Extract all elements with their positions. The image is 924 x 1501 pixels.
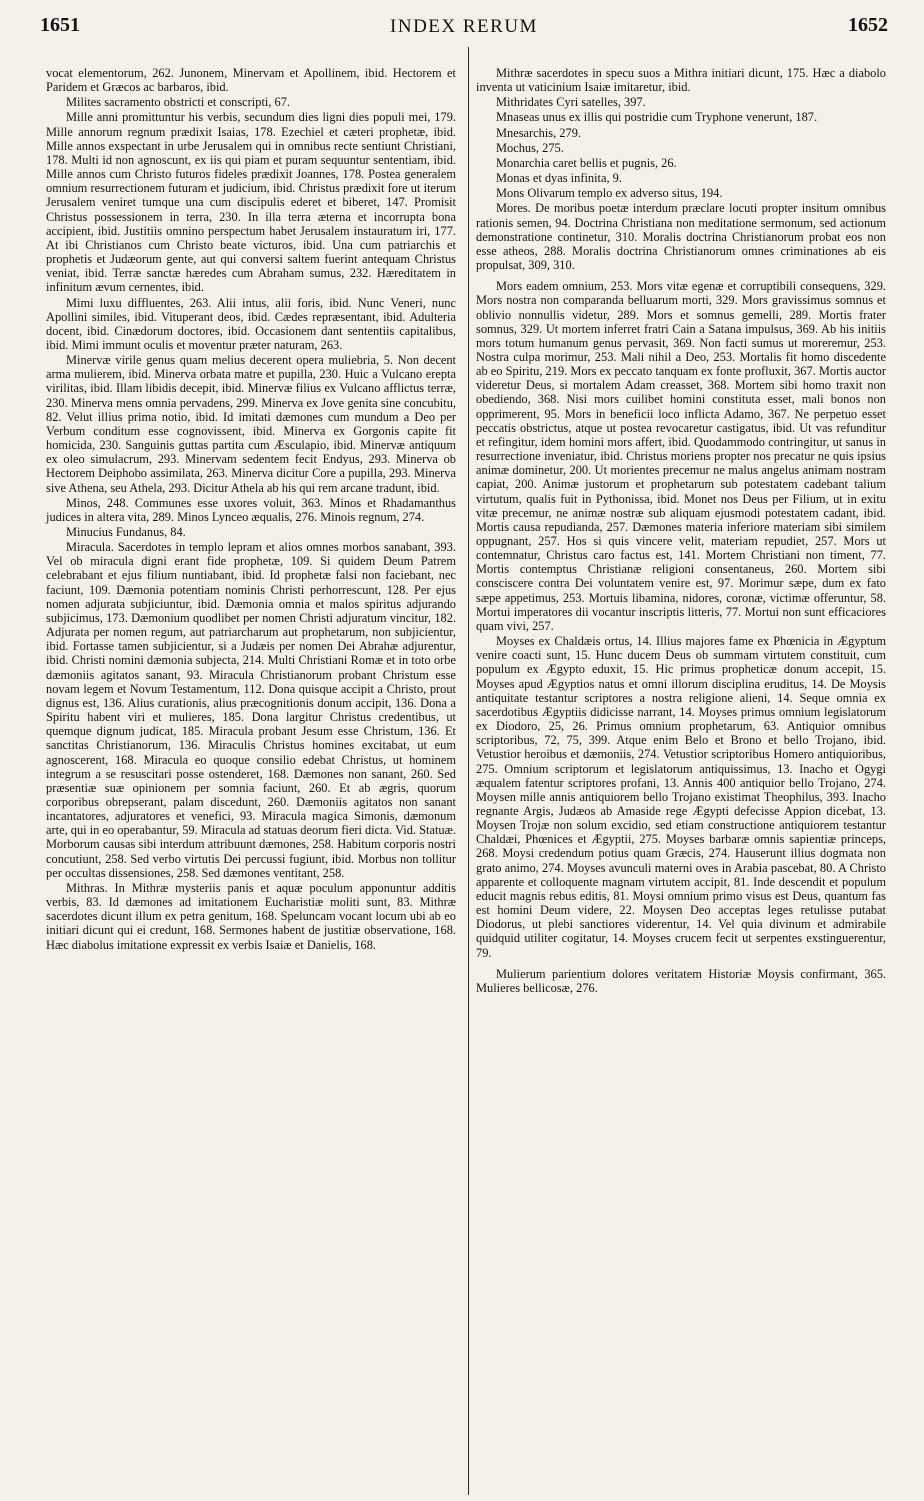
index-entry: Milites sacramento obstricti et conscripti, 67. — [66, 95, 291, 110]
index-entry: Mithræ sacerdotes in specu suos a Mithra initiari dicunt, 175. Hæc a diabolo inventa ut vaticinium Isaiæ imitaretur, ibid. — [476, 66, 886, 95]
index-entry: Mimi luxu diffluentes, 263. Alii intus, alii foris, ibid. Nunc Veneri, nunc Apollini similes, ibid. Vituperant deos, ibid. Cædes repræsentant, ibid. Adulteria docent, ibid. Cinædorum doctores, ibid. Occasionem dant sententiis capitalibus, ibid. Mimi immunt oculis et moventur præter naturam, 263. — [46, 295, 456, 352]
column-divider — [468, 47, 469, 1495]
index-entry: Mnaseas unus ex illis qui postridie cum Tryphone venerunt, 187. — [496, 110, 818, 125]
running-title: INDEX RERUM — [390, 16, 538, 37]
page-number-right: 1652 — [848, 14, 888, 36]
index-entry: Mnesarchis, 279. — [496, 125, 581, 140]
index-entry: Minervæ virile genus quam melius decerent opera muliebria, 5. Non decent arma mulierem, ibid. Minerva orbata matre et pupilla, 230. Huic a Vulcano erepta virilitas, ibid. Illam libidis decepit, ibid. Minervæ filius ex Vulcano afflictus terræ, 230. Minerva mens omnia pervadens, 299. Minerva ex Jove genita sine concubitu, 82. Velut illius prima notio, ibid. Id imitati dæmones cum mundum a Deo per Verbum conditum esse cognovissent, ibid. Minerva ex Gorgonis capite fit homicida, 230. Sanguinis guttas partita cum Æsculapio, ibid. Minervæ antiquum ex oleo simulacrum, 293. Minervam sedentem fecit Endyus, 293. Minerva ob Hectorem Deiphobo assimilata, 263. Minerva dicitur Core a pupilla, 293. Minerva sive Athena, seu Athela, 293. Dicitur Athela ab his qui rem arcane tradunt, ibid. — [46, 353, 456, 495]
index-entry: Mors eadem omnium, 253. Mors vitæ egenæ et corruptibili consequens, 329. Mors nostra non comparanda belluarum morti, 329. Mors gravissimus somnus et oblivio nonnullis videtur, 289. Mors et somnus gemelli, 289. Mortis frater somnus, 329. Ut mortem inferret fratri Cain a Satana impulsus, 369. Ab his initiis mors totum humanum genus pervasit, 369. Non facti sumus ut moreremur, 253. Nostra culpa morimur, 253. Mali nihil a Deo, 253. Mortalis fit homo discedente ab eo Spiritu, 219. Mors ex peccato tanquam ex fonte profluxit, 367. Mortis auctor videretur Deus, si mortalem Adam creasset, 368. Mortem sibi homo traxit non obediendo, 368. Nisi mors cuilibet homini constituta esset, mali bonos non opprimerent, 95. Mors in beneficii loco inflicta Adamo, 367. Ne perpetuo esset peccatis obstrictus, atque ut postea revocaretur castigatus, ibid. Ut vas refunditur et refingitur, idem homini mors affert, ibid. Quodammodo contringitur, ut sanus in resurrectione inveniatur, ibid. Christus moriens propter nos precatur ne quis ipsius animæ dominetur, 200. Ut morientes precemur ne malus angelus animam nostram capiat, 200. Animæ justorum et prophetarum sub potestatem cadebant talium virtutum, qualis fuit in Pythonissa, ibid. Monet nos Deus per Filium, ut in exitu vitæ precemur, ne animæ nostræ sub aliquam ejusmodi potestatem cadant, ibid. Mortis causa repudianda, 257. Dæmones materia inferiore materiam sibi similem oppugnant, 257. Hos si quis vincere velit, materiam repudiet, 257. Mors ut contemnatur, Christus caro factus est, 141. Mortem Christiani non timent, 77. Mortis contemptus Christianæ religioni consentaneus, 260. Mortem sibi consciscere contra Dei voluntatem venire est, 97. Morimur sæpe, dum ex fato sæpe appetimus, 253. Mortuis libamina, nidores, coronæ, victimæ offeruntur, 58. Mortui imperatores dii vocantur inscriptis litteris, 77. Mortui non sunt efficaciores quam vivi, 257. — [476, 279, 886, 633]
index-entry: Mons Olivarum templo ex adverso situs, 194. — [496, 186, 723, 201]
index-entry: Mithridates Cyri satelles, 397. — [496, 95, 646, 110]
index-entry: Minos, 248. Communes esse uxores voluit, 363. Minos et Rhadamanthus judices in altera vita, 289. Minos Lynceo æqualis, 276. Minois regnum, 274. — [46, 495, 456, 524]
index-entry: Miracula. Sacerdotes in templo lepram et alios omnes morbos sanabant, 393. Vel ob miracula digni erant fide prophetæ, 109. Si quidem Deum Patrem celebrabant et ejus filium nuntiabant, ibid. Id prophetæ falsi non faciebant, nec faciunt, 109. Dæmonia potentiam nominis Christi perhorrescunt, 128. Per ejus nomen adjurata subjiciuntur, ibid. Dæmonia omnia et malos spiritus adjurando subjicimus, 173. Dæmonium quodlibet per nomen Christi adjuratum vincitur, 182. Adjurata per nomen regum, aut patriarcharum aut prophetarum, non subjicientur, ibid. Fortasse tamen subjicientur, si a Judæis per nomen Dei Abrahæ adjurentur, ibid. Christi nomini dæmonia subjecta, 214. Multi Christiani Romæ et in toto orbe dæmoniis agitatos sanant, 93. Miracula Christianorum probant Christum esse novam legem et Novum Testamentum, 112. Dona quisque accipit a Christo, prout dignus est, 136. Alius curationis, alius præcognitionis donum accipit, 136. Dona a Spiritu habent viri et mulieres, 185. Dona largitur Christus credentibus, ut quemque dignum judicat, 185. Miracula probant Jesum esse Christum, 136. Et sanctitas Christianorum, 136. Miraculis Christus homines excitabat, ut eum agnoscerent, 168. Miracula eo quoque consilio edebat Christus, ut hominem integrum a se resuscitari posse ostenderet, 168. Dæmones non sanant, 260. Sed præsentiæ suæ opinionem per somnia faciunt, 260. Et ab ægris, quorum corporibus obrepserant, palam discedunt, 260. Dæmoniis agitatos non sanant incantatores, adjuratores et venefici, 93. Miracula magica Simonis, dæmonum arte, qui in eo operabantur, 59. Miracula ad statuas deorum fieri dicta. Vid. Statuæ. Morborum causas sibi interdum attribuunt dæmones, 258. Habitum corporis nostri concutiunt, 258. Sed verbo virtutis Dei percussi fugiunt, ibid. Morbus non tollitur per occultas dissensiones, 258. Sed dæmones ventitant, 258. — [46, 540, 456, 880]
index-entry: Mores. De moribus poetæ interdum præclare locuti propter insitum omnibus rationis semen, 94. Doctrina Christiana non meditatione sermonum, sed actionum demonstratione continetur, 310. Moralis doctrina Christianorum probat eos non esse atheos, 288. Moralis doctrina Christianorum omnes criminationes ab eis propulsat, 309, 310. — [476, 201, 886, 273]
index-entry: Monarchia caret bellis et pugnis, 26. — [496, 155, 677, 170]
index-entry: Moyses ex Chaldæis ortus, 14. Illius majores fame ex Phœnicia in Ægyptum venire coacti sunt, 15. Hunc ducem Deus ob summam virtutem constituit, cum populum ex Ægypto eduxit, 15. Hic primus propheticæ donum accepit, 15. Moyses apud Ægyptios natus et omni illorum disciplina eruditus, 14. De Moysis antiquitate testantur scriptores a nostra religione alieni, 14. Seque omnia ex sacerdotibus Ægyptiis didicisse narrant, 14. Moyses primus omnium legislatorum ex Diodoro, 25, 26. Primus omnium prophetarum, 63. Antiquior omnibus scriptoribus, 72, 75, 399. Atque enim Belo et Brono et bello Trojano, ibid. Vetustior heroibus et dæmoniis, 274. Vetustior scriptoribus Homero antiquioribus, 275. Omnium scriptorum et legislatorum antiquissimus, 13. Inacho et Ogygi æqualem fatentur scriptores profani, 13. Annis 400 antiquior bello Trojano, 274. Moysen mille annis antiquiorem bello Trojano existimat Theophilus, 393. Inacho regnante Argis, Judæos ab Amaside rege Ægypti defecisse Appion dicebat, 13. Moysen Trojæ non solum excidio, sed etiam constructione antiquiorem testantur Chaldæi, Phœnices et Ægyptii, 275. Moyses barbaræ omnis sapientiæ princeps, 268. Moysi credendum potius quam Græcis, 274. Hauserunt illius dogmata non grato animo, 274. Moyses avunculi materni oves in Arabia pascebat, 80. A Christo apparente et colloquente magnam virtutem accipit, 81. Inde descendit et populum educit magnis rebus editis, 81. Moysi omnium primo visus est Deus, quantum fas est homini Deum videre, 22. Moysen Deo acceptas leges retulisse putabat Diodorus, ut plebi sanctiores viderentur, 14. Vel quia divinum et admirabile quidquid utiliter cogitatur, 14. Moyses crucem fecit ut serpentes exstinguerentur, 79. — [476, 634, 886, 960]
index-entry: Minucius Fundanus, 84. — [66, 525, 186, 539]
left-column — [46, 66, 456, 953]
right-column — [476, 66, 886, 996]
index-entry: Mochus, 275. — [496, 140, 564, 155]
page-header — [40, 8, 888, 42]
index-entry: vocat elementorum, 262. Junonem, Minervam et Apollinem, ibid. Hectorem et Paridem et Græcos ac barbaros, ibid. — [46, 66, 456, 95]
index-entry: Mulierum parientium dolores veritatem Historiæ Moysis confirmant, 365. Mulieres bellicosæ, 276. — [476, 966, 886, 995]
index-entry: Mithras. In Mithræ mysteriis panis et aquæ poculum apponuntur additis verbis, 83. Id dæmones ad imitationem Eucharistiæ moliti sunt, 83. Mithræ sacerdotes dicunt illum ex petra genitum, 168. Speluncam vocant locum ubi ab eo initiari dicunt qui ei credunt, 168. Sermones habent de justitiæ observatione, 168. Hæc diabolus imitatione expressit ex verbis Isaiæ et Danielis, 168. — [46, 880, 456, 952]
index-entry: Monas et dyas infinita, 9. — [496, 171, 622, 186]
page-number-left: 1651 — [40, 14, 80, 36]
index-entry: Mille anni promittuntur his verbis, secundum dies ligni dies populi mei, 179. Mille annorum regnum prædixit Isaias, 178. Ezechiel et cæteri prophetæ, ibid. Mille annos exspectant in urbe Jerusalem qui in omnibus recte sentiunt Christiani, 178. Multi id non agnoscunt, ex iis qui piam et puram sequuntur sententiam, ibid. Mille annos cum Christo futuros fideles prædixit Joannes, 178. Postea generalem omnium resurrectionem futuram et judicium, ibid. Christus prædixit fore ut iterum Jerusalem veniret tumque una cum discipulis ederet et biberet, 147. Promisit Christus possessionem in terra, 230. In illa terra æterna et incorrupta bona accipient, ibid. Justitiis omnino perspectum habet Jerusalem instauratum iri, 177. At ibi Christianos cum Christo beate victuros, ibid. Una cum patriarchis et prophetis et Judæorum gente, aut qui conversi saltem fuerint antequam Christus veniat, ibid. Terræ sanctæ hæredes cum Abraham sumus, 232. Hæreditatem in infinitum ævum cernentes, ibid. — [46, 110, 456, 295]
